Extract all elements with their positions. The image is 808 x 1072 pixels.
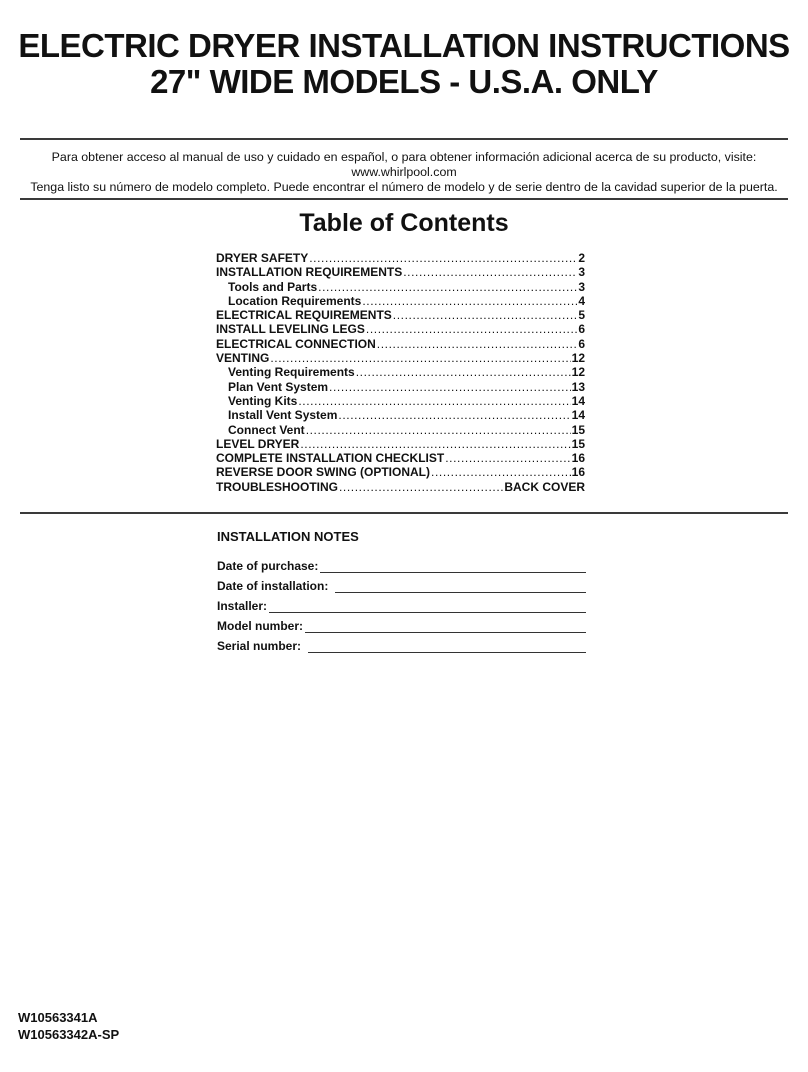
fill-in-line[interactable] — [320, 558, 586, 573]
toc-label: Tools and Parts — [228, 279, 318, 294]
intro-line-1: Para obtener acceso al manual de uso y cuidado en español, o para obtener información adicional acerca de su producto, visite: — [51, 150, 757, 164]
toc-page: 6 — [578, 322, 585, 337]
toc-page: 15 — [571, 422, 585, 437]
toc-leader — [431, 465, 571, 479]
toc-page: 3 — [578, 279, 585, 294]
toc-leader — [445, 451, 570, 465]
toc-item-location-requirements[interactable] — [216, 294, 585, 308]
toc-item-electrical-requirements[interactable] — [216, 308, 585, 322]
toc-label: ELECTRICAL CONNECTION — [216, 336, 376, 351]
title-line-1: ELECTRIC DRYER INSTALLATION INSTRUCTIONS — [18, 27, 790, 64]
toc-page: 16 — [571, 451, 585, 466]
toc-label: LEVEL DRYER — [216, 436, 300, 451]
toc-item-venting[interactable] — [216, 351, 585, 365]
toc-item-complete-installation-checklist[interactable] — [216, 451, 585, 465]
fill-in-line[interactable] — [308, 638, 586, 653]
toc-page: 12 — [571, 351, 585, 366]
toc-item-installation-requirements[interactable] — [216, 265, 585, 279]
toc-leader — [309, 251, 577, 265]
toc-page: BACK COVER — [504, 479, 585, 494]
toc-leader — [300, 437, 570, 451]
fill-in-line[interactable] — [269, 598, 586, 613]
toc-item-level-dryer[interactable] — [216, 437, 585, 451]
toc-page: 5 — [578, 308, 585, 323]
toc-item-plan-vent-system[interactable] — [216, 380, 585, 394]
toc-heading: Table of Contents — [299, 209, 509, 237]
toc-item-reverse-door-swing[interactable] — [216, 465, 585, 479]
toc-item-venting-kits[interactable] — [216, 394, 585, 408]
toc-label: TROUBLESHOOTING — [216, 479, 338, 494]
table-of-contents — [216, 251, 585, 494]
field-label: Date of installation: — [217, 579, 329, 593]
toc-label: INSTALL LEVELING LEGS — [216, 322, 365, 337]
toc-item-electrical-connection[interactable] — [216, 337, 585, 351]
date-of-purchase-field — [217, 553, 586, 573]
toc-page: 16 — [571, 465, 585, 480]
toc-leader — [377, 337, 578, 351]
toc-label: VENTING — [216, 351, 270, 366]
toc-item-tools-and-parts[interactable] — [216, 280, 585, 294]
toc-page: 15 — [571, 436, 585, 451]
toc-leader — [306, 423, 571, 437]
toc-page: 12 — [571, 365, 585, 380]
toc-label: Connect Vent — [228, 422, 305, 437]
toc-item-install-vent-system[interactable] — [216, 408, 585, 422]
toc-leader — [366, 322, 577, 336]
toc-label: REVERSE DOOR SWING (OPTIONAL) — [216, 465, 431, 480]
toc-label: ELECTRICAL REQUIREMENTS — [216, 308, 392, 323]
field-label: Installer: — [217, 599, 268, 613]
toc-item-dryer-safety[interactable] — [216, 251, 585, 265]
fill-in-line[interactable] — [335, 578, 586, 593]
field-label: Model number: — [217, 619, 303, 633]
toc-item-venting-requirements[interactable] — [216, 365, 585, 379]
toc-page: 4 — [578, 293, 585, 308]
top-divider — [20, 138, 788, 140]
intro-divider — [20, 198, 788, 200]
toc-label: INSTALLATION REQUIREMENTS — [216, 265, 403, 280]
toc-item-connect-vent[interactable] — [216, 423, 585, 437]
toc-label: Location Requirements — [228, 293, 362, 308]
field-label: Serial number: — [217, 639, 302, 653]
document-code-1: W10563341A — [18, 1010, 98, 1025]
toc-label: DRYER SAFETY — [216, 251, 309, 265]
intro-text — [0, 150, 808, 195]
toc-label: Install Vent System — [228, 408, 338, 423]
toc-label: Venting Kits — [228, 393, 298, 408]
toc-leader — [298, 394, 570, 408]
toc-label: Plan Vent System — [228, 379, 329, 394]
field-label: Date of purchase: — [217, 559, 319, 573]
toc-page: 13 — [571, 379, 585, 394]
toc-leader — [403, 265, 577, 279]
notes-heading: INSTALLATION NOTES — [217, 529, 359, 544]
toc-page: 3 — [578, 265, 585, 280]
toc-page: 6 — [578, 336, 585, 351]
toc-divider — [20, 512, 788, 514]
date-of-installation-field — [217, 573, 586, 593]
toc-leader — [338, 408, 570, 422]
installation-notes — [217, 529, 586, 653]
model-number-field — [217, 613, 586, 633]
fill-in-line[interactable] — [305, 618, 586, 633]
installer-field — [217, 593, 586, 613]
toc-page: 2 — [578, 251, 585, 265]
intro-line-3: Tenga listo su número de modelo completo. Puede encontrar el número de modelo y de serie dentro de la cavidad superior de la puerta. — [30, 180, 778, 194]
toc-leader — [318, 280, 577, 294]
toc-leader — [356, 365, 571, 379]
toc-leader — [393, 308, 578, 322]
toc-leader — [339, 480, 503, 494]
toc-leader — [362, 294, 577, 308]
document-code-2: W10563342A-SP — [18, 1027, 120, 1042]
title-line-2: 27" WIDE MODELS - U.S.A. ONLY — [150, 63, 658, 100]
toc-leader — [329, 380, 571, 394]
document-title — [0, 28, 808, 100]
toc-item-install-leveling-legs[interactable] — [216, 322, 585, 336]
toc-label: COMPLETE INSTALLATION CHECKLIST — [216, 451, 445, 466]
toc-item-troubleshooting[interactable] — [216, 480, 585, 494]
toc-page: 14 — [571, 408, 585, 423]
intro-url-link[interactable]: www.whirlpool.com — [351, 165, 457, 179]
document-codes — [18, 1009, 119, 1043]
toc-label: Venting Requirements — [228, 365, 355, 380]
serial-number-field — [217, 633, 586, 653]
toc-page: 14 — [571, 393, 585, 408]
toc-leader — [270, 351, 570, 365]
